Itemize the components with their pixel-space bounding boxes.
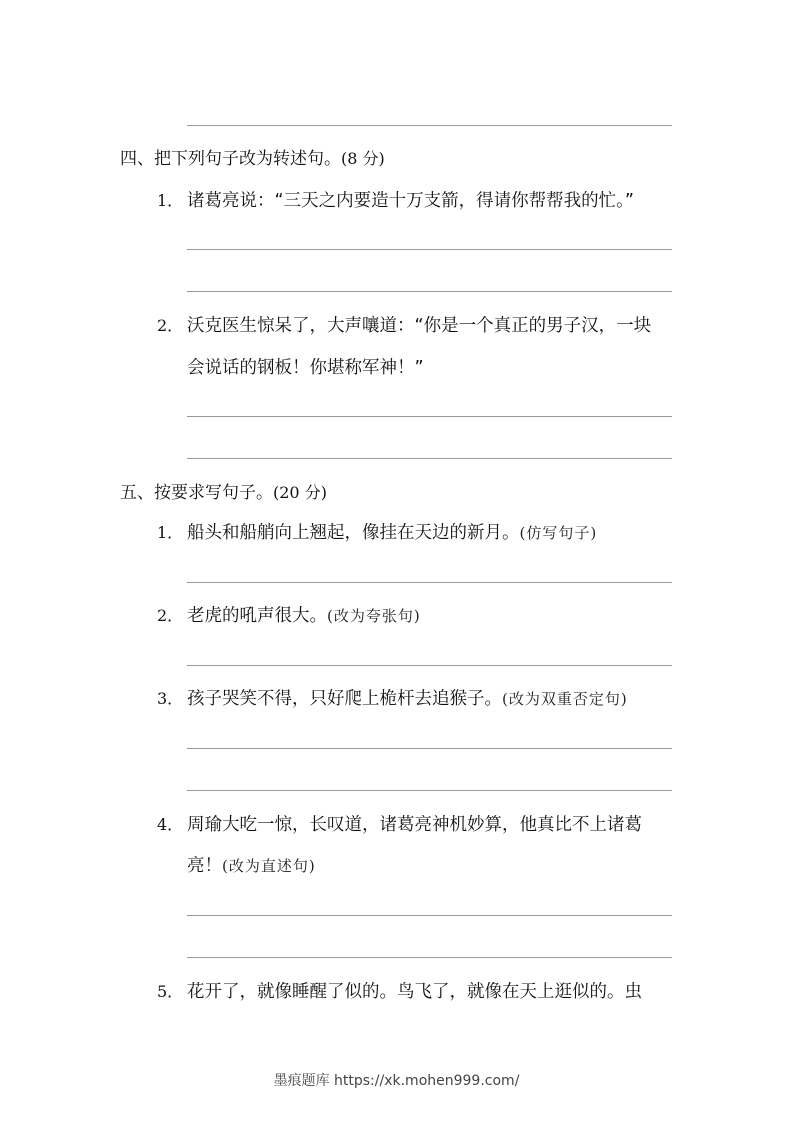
answer-line[interactable] xyxy=(187,665,672,666)
section-score: (20 分) xyxy=(273,483,327,502)
answer-line[interactable] xyxy=(187,957,672,958)
question-number: 1． xyxy=(157,191,184,210)
section-title: 五、按要求写句子。 xyxy=(120,483,273,503)
question-text: 老虎的吼声很大。 xyxy=(187,606,327,626)
question-text: 周瑜大吃一惊，长叹道，诸葛亮神机妙算，他真比不上诸葛 xyxy=(187,815,642,835)
question-number: 5． xyxy=(157,982,184,1001)
section-heading xyxy=(120,148,385,170)
question-text: 会说话的钢板！你堪称军神！” xyxy=(187,358,424,378)
page-footer: 墨痕题库 https://xk.mohen999.com/ xyxy=(273,1073,520,1089)
answer-line[interactable] xyxy=(187,790,672,791)
answer-line[interactable] xyxy=(187,915,672,916)
question-body xyxy=(187,854,316,878)
answer-line[interactable] xyxy=(187,249,672,250)
answer-line[interactable] xyxy=(187,291,672,292)
question-text: 亮！ xyxy=(187,856,222,876)
question-number: 2． xyxy=(157,316,184,335)
question-number: 3． xyxy=(157,689,184,708)
answer-line[interactable] xyxy=(187,582,672,583)
section-heading xyxy=(120,482,327,504)
question-body xyxy=(187,521,597,545)
question-instruction: (仿写句子) xyxy=(519,524,598,542)
question-text: 花开了，就像睡醒了似的。鸟飞了，就像在天上逛似的。虫 xyxy=(187,982,642,1002)
question-text: 沃克医生惊呆了，大声嚷道：“你是一个真正的男子汉，一块 xyxy=(187,316,652,336)
question-instruction: (改为双重否定句) xyxy=(502,690,628,708)
question-body xyxy=(187,604,421,628)
answer-line[interactable] xyxy=(187,416,672,417)
question-instruction: (改为夸张句) xyxy=(327,607,421,625)
answer-line[interactable] xyxy=(187,748,672,749)
question-text: 孩子哭笑不得，只好爬上桅杆去追猴子。 xyxy=(187,689,502,709)
section-score: (8 分) xyxy=(341,149,385,168)
question-instruction: (改为直述句) xyxy=(222,857,316,875)
answer-line[interactable] xyxy=(187,458,672,459)
question-number: 4． xyxy=(157,815,184,834)
question-number: 1． xyxy=(157,523,184,542)
question-body xyxy=(187,687,628,711)
question-text: 诸葛亮说：“三天之内要造十万支箭，得请你帮帮我的忙。” xyxy=(187,191,634,211)
section-title: 四、把下列句子改为转述句。 xyxy=(120,149,341,169)
answer-line[interactable] xyxy=(187,125,672,126)
question-number: 2． xyxy=(157,606,184,625)
question-text: 船头和船艄向上翘起，像挂在天边的新月。 xyxy=(187,523,520,543)
